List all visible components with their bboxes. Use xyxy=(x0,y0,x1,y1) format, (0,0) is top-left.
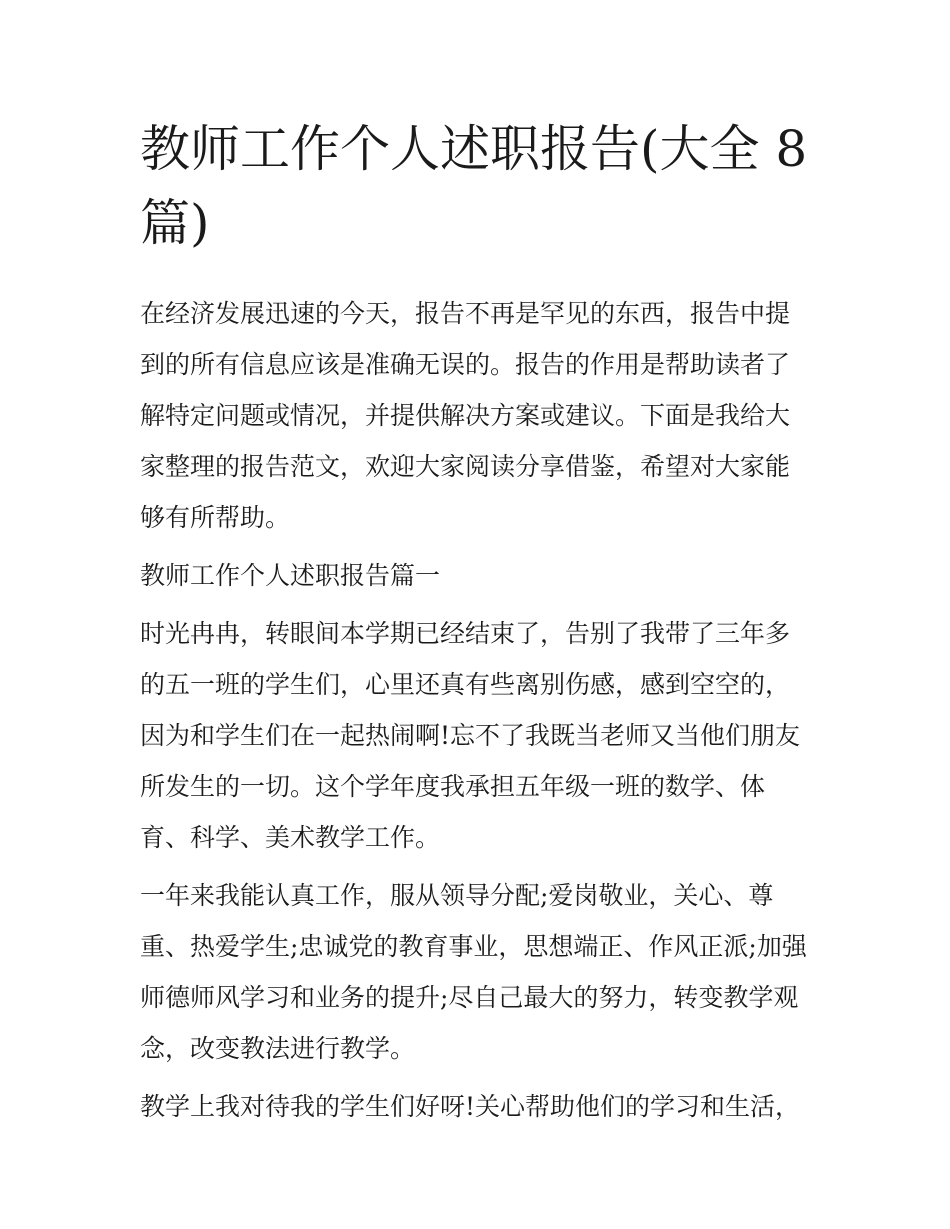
body-paragraph-2: 一年来我能认真工作，服从领导分配;爱岗敬业，关心、尊重、热爱学生;忠诚党的教育事业，思想端正、作风正派;加强师德师风学习和业务的提升;尽自己最大的努力，转变教学观念，改变教法进行教学。 xyxy=(140,881,807,1063)
document-body xyxy=(140,112,812,1139)
body-paragraph-1: 时光冉冉，转眼间本学期已经结束了，告别了我带了三年多的五一班的学生们，心里还真有些离别伤感，感到空空的，因为和学生们在一起热闹啊!忘不了我既当老师又当他们朋友所发生的一切。这个学年度我承担五年级一班的数学、体育、科学、美术教学工作。 xyxy=(140,619,801,852)
body-paragraph-3: 教学上我对待我的学生们好呀!关心帮助他们的学习和生活， xyxy=(140,1092,801,1121)
intro-paragraph: 在经济发展迅速的今天，报告不再是罕见的东西，报告中提到的所有信息应该是准确无误的。报告的作用是帮助读者了解特定问题或情况，并提供解决方案或建议。下面是我给大家整理的报告范文，欢迎大家阅读分享借鉴，希望对大家能够有所帮助。 xyxy=(140,299,791,532)
document-title: 教师工作个人述职报告(大全 8 篇) xyxy=(140,120,808,252)
section-heading: 教师工作个人述职报告篇一 xyxy=(140,561,441,590)
